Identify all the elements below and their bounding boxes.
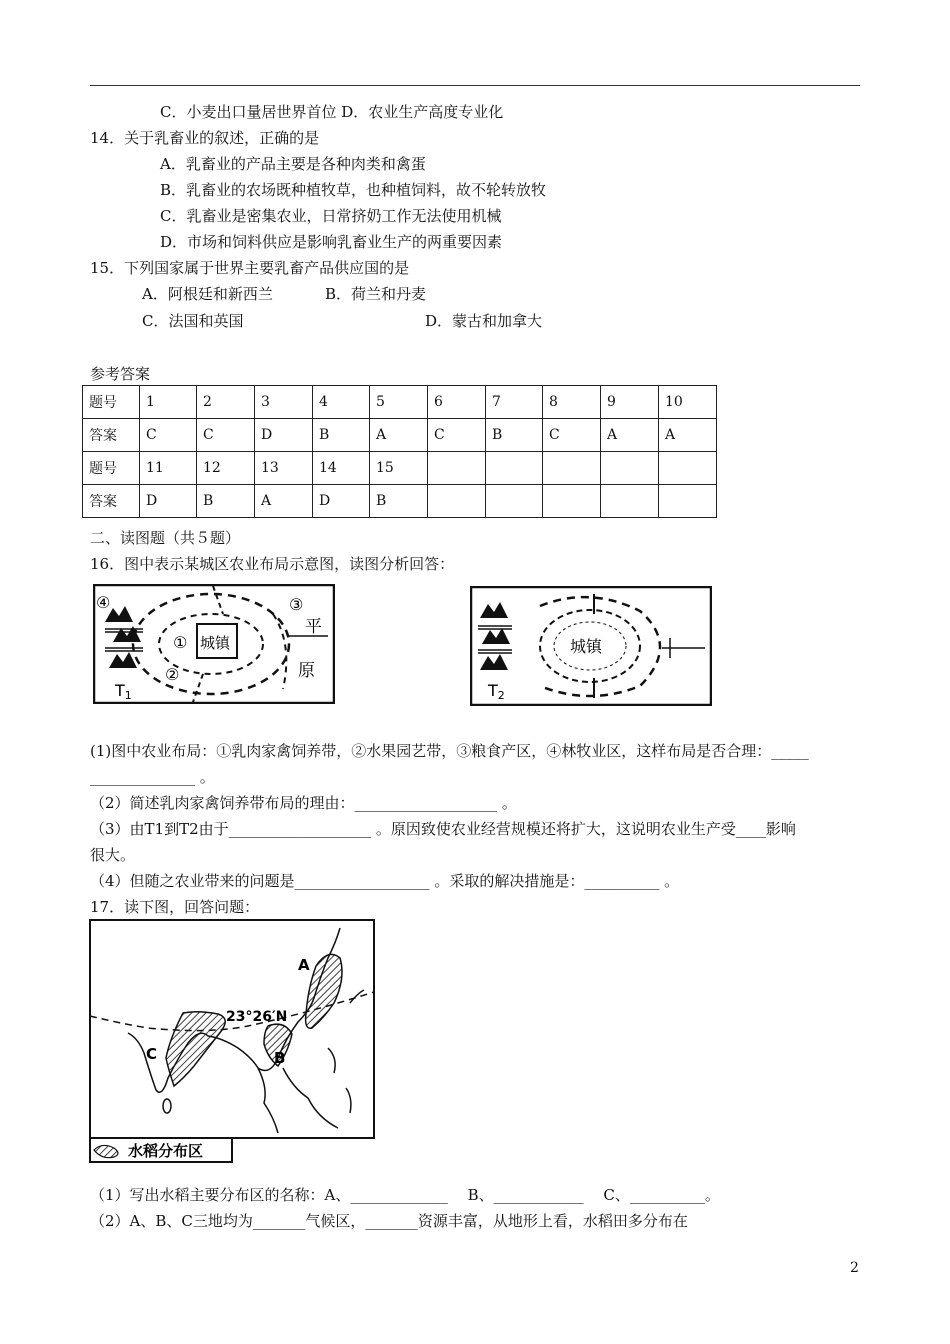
q16-part3-line2: 很大。	[90, 846, 136, 864]
table-cell: 答案	[83, 419, 140, 452]
table-cell: D	[140, 485, 197, 518]
q16-part1-line2: ______________ 。	[90, 768, 215, 786]
t2-label: T2	[488, 681, 505, 702]
map-label-c: C	[146, 1045, 158, 1063]
question-15: 15．下列国家属于世界主要乳畜产品供应国的是	[90, 259, 410, 277]
table-cell: 1	[140, 386, 197, 419]
q16-part1-line1: (1)图中农业布局：①乳肉家禽饲养带，②水果园艺带，③粮食产区，④林牧业区，这样布局是否合理：_____	[90, 742, 809, 760]
q14-option-d: D．市场和饲料供应是影响乳畜业生产的两重要因素	[160, 233, 503, 251]
table-cell: C	[140, 419, 197, 452]
table-cell: 15	[370, 452, 428, 485]
zone-3-marker: ③	[289, 595, 304, 614]
table-cell	[601, 452, 659, 485]
table-row	[83, 452, 717, 485]
q15-option-a: A．阿根廷和新西兰	[142, 285, 273, 303]
table-cell: A	[601, 419, 659, 452]
table-cell: 10	[659, 386, 717, 419]
table-cell	[659, 452, 717, 485]
t1-town-label: 城镇	[200, 634, 231, 652]
q14-option-c: C．乳畜业是密集农业，日常挤奶工作无法使用机械	[160, 207, 502, 225]
table-cell: 12	[197, 452, 255, 485]
figure-16-t1	[93, 584, 335, 704]
q16-part3-line1: （3）由T1到T2由于___________________ 。原因致使农业经营规模还将扩大，这说明农业生产受____影响	[90, 820, 796, 838]
t1-label: T1	[115, 681, 132, 702]
section-2-heading: 二、读图题（共５题）	[90, 529, 241, 547]
plain-label-top: 平	[305, 617, 322, 637]
answer-key-title: 参考答案	[90, 365, 151, 383]
table-cell: 9	[601, 386, 659, 419]
table-cell: 5	[370, 386, 428, 419]
answer-table	[82, 385, 717, 518]
q16-part2: （2）简述乳肉家禽饲养带布局的理由：___________________ 。	[90, 794, 517, 812]
table-cell: B	[370, 485, 428, 518]
top-rule	[90, 85, 860, 86]
table-cell: 6	[428, 386, 486, 419]
table-cell: 题号	[83, 386, 140, 419]
table-cell: 4	[313, 386, 370, 419]
table-cell: 13	[255, 452, 313, 485]
table-cell	[486, 485, 543, 518]
table-cell: C	[543, 419, 601, 452]
table-cell	[428, 452, 486, 485]
table-cell: C	[197, 419, 255, 452]
table-row	[83, 386, 717, 419]
question-14: 14．关于乳畜业的叙述，正确的是	[90, 129, 320, 147]
q14-option-a: A．乳畜业的产品主要是各种肉类和禽蛋	[160, 155, 426, 173]
question-16: 16．图中表示某城区农业布局示意图，读图分析回答：	[90, 555, 455, 573]
table-cell: B	[486, 419, 543, 452]
table-row	[83, 419, 717, 452]
q14-option-b: B．乳畜业的农场既种植牧草，也种植饲料，故不轮转放牧	[160, 181, 547, 199]
table-cell	[659, 485, 717, 518]
table-cell: 11	[140, 452, 197, 485]
table-row	[83, 485, 717, 518]
plain-label-bottom: 原	[298, 661, 315, 681]
table-cell	[543, 452, 601, 485]
table-cell: 14	[313, 452, 370, 485]
table-cell: 3	[255, 386, 313, 419]
table-cell: 答案	[83, 485, 140, 518]
q17-part1: （1）写出水稻主要分布区的名称：A、_____________ B、____________ C、__________。	[90, 1186, 720, 1204]
q15-option-b: B．荷兰和丹麦	[325, 285, 427, 303]
table-cell: 2	[197, 386, 255, 419]
legend-label: 水稻分布区	[128, 1142, 204, 1160]
q13-options-cd: C．小麦出口量居世界首位 D．农业生产高度专业化	[160, 103, 504, 121]
table-cell: D	[255, 419, 313, 452]
table-cell	[428, 485, 486, 518]
table-cell	[543, 485, 601, 518]
table-cell: B	[197, 485, 255, 518]
map-label-a: A	[298, 956, 310, 974]
table-cell	[601, 485, 659, 518]
table-cell: C	[428, 419, 486, 452]
table-cell: 7	[486, 386, 543, 419]
map-label-b: B	[274, 1049, 286, 1067]
table-cell: B	[313, 419, 370, 452]
table-cell: D	[313, 485, 370, 518]
q15-option-c: C．法国和英国	[142, 312, 244, 330]
zone-2-marker: ②	[165, 665, 180, 684]
table-cell	[486, 452, 543, 485]
zone-1-marker: ①	[173, 633, 188, 652]
t2-town-label: 城镇	[570, 637, 603, 656]
q17-part2: （2）A、B、C三地均为_______气候区，_______资源丰富，从地形上看，水稻田多分布在	[90, 1212, 688, 1230]
figure-17-rice-map	[88, 918, 378, 1164]
table-cell: 题号	[83, 452, 140, 485]
figure-16-t2	[470, 586, 712, 706]
table-cell: A	[659, 419, 717, 452]
q16-part4: （4）但随之农业带来的问题是__________________ 。采取的解决措施是：__________ 。	[90, 872, 680, 890]
page-number: 2	[850, 1260, 859, 1276]
latitude-label: 23°26′N	[226, 1009, 288, 1025]
table-cell: A	[255, 485, 313, 518]
table-cell: 8	[543, 386, 601, 419]
question-17: 17．读下图，回答问题：	[90, 898, 260, 916]
q15-option-d: D．蒙古和加拿大	[425, 312, 543, 330]
table-cell: A	[370, 419, 428, 452]
zone-4-marker: ④	[96, 593, 111, 612]
